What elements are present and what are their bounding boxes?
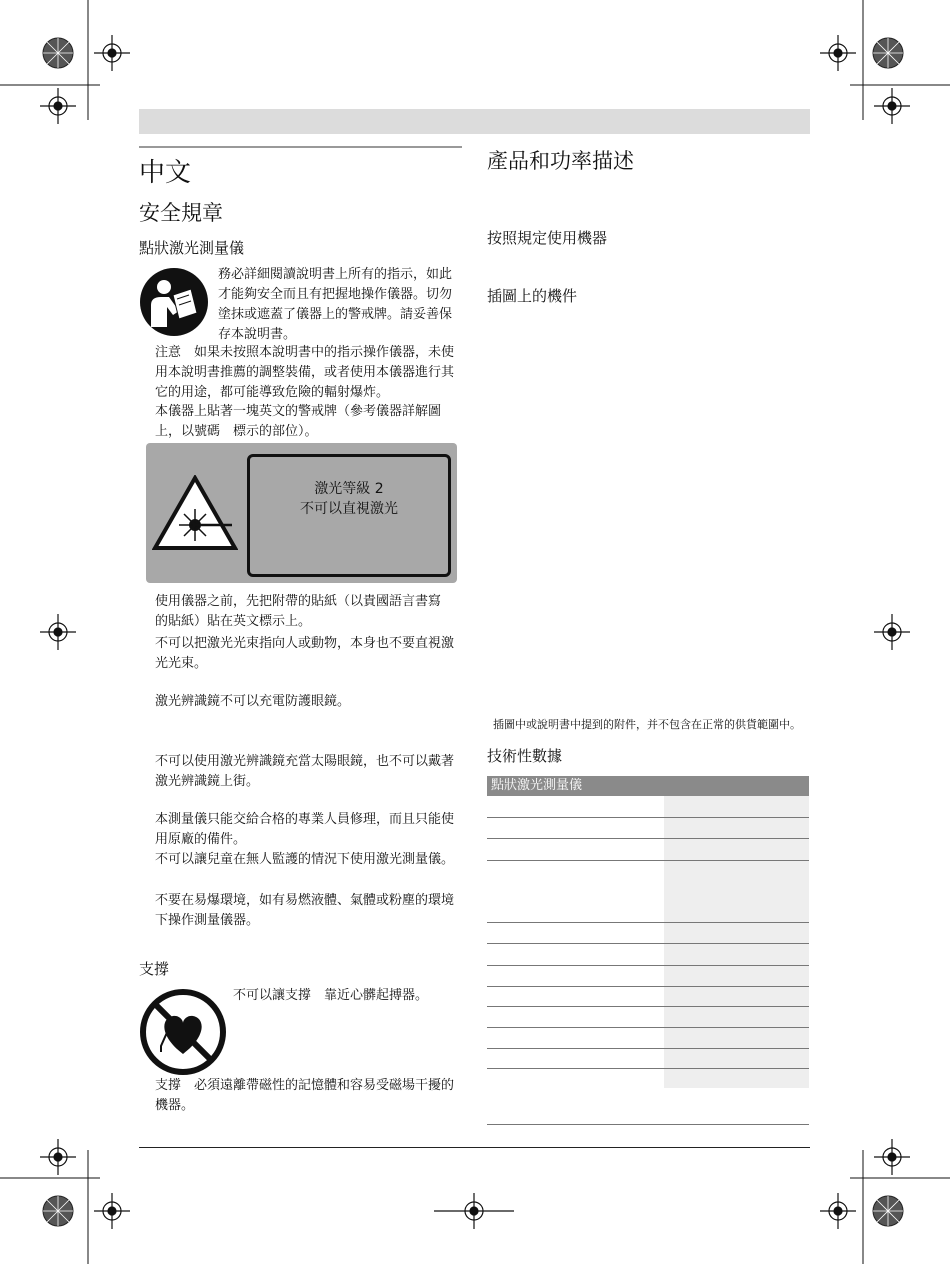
table-row (487, 965, 809, 966)
table-row (487, 1068, 809, 1069)
paragraph-2: 不可以把激光光束指向人或動物，本身也不要直視激 光光束。 (155, 636, 455, 671)
intended-use-title: 按照規定使用機器 (487, 229, 608, 247)
column-divider (139, 146, 462, 148)
support-title: 支撐 (139, 960, 170, 978)
accessories-note: 插圖中或說明書中提到的附件，并不包含在正常的供貨範圍中。 (493, 718, 801, 731)
table-row (487, 1006, 809, 1007)
warning-label-line1: 激光等級 2 (314, 481, 384, 497)
table-header: 點狀激光測量儀 (487, 776, 809, 796)
tech-data-title: 技術性數據 (487, 747, 563, 765)
device-title: 點狀激光測量儀 (139, 239, 245, 257)
paragraph-1: 使用儀器之前，先把附帶的貼紙（以貴國語言書寫 的貼紙）貼在英文標示上。 (155, 594, 442, 629)
read-manual-text: 務必詳細閱讀說明書上所有的指示，如此 才能夠安全而且有把握地操作儀器。切勿 塗抹或遮蓋了儀器上的警戒牌。請妥善保 存本說明書。 (218, 267, 453, 342)
warning-label-line2: 不可以直視激光 (300, 501, 398, 517)
laser-warning-icon (152, 475, 238, 551)
paragraph-7: 不要在易爆環境，如有易燃液體、氣體或粉塵的環境 下操作測量儀器。 (155, 893, 455, 928)
table-row (487, 1027, 809, 1028)
warning-label-panel (247, 454, 451, 577)
table-row (487, 838, 809, 839)
paragraph-4: 不可以使用激光辨識鏡充當太陽眼鏡，也不可以戴著 激光辨識鏡上街。 (155, 754, 455, 789)
read-manual-icon (139, 267, 209, 337)
components-title: 插圖上的機件 (487, 287, 578, 305)
table-value-column (664, 796, 809, 1088)
language-title: 中文 (139, 158, 192, 188)
table-row (487, 817, 809, 818)
caution-text: 注意 如果未按照本說明書中的指示操作儀器，未使 用本說明書推薦的調整裝備，或者使用本儀器進行其 它的用途，都可能導致危險的輻射爆炸。 (155, 345, 455, 400)
label-note: 本儀器上貼著一塊英文的警戒牌（參考儀器詳解圖 上，以號碼 標示的部位）。 (155, 404, 442, 439)
safety-title: 安全規章 (139, 201, 223, 225)
paragraph-5: 本測量儀只能交給合格的專業人員修理，而且只能使 用原廠的備件。 (155, 812, 455, 847)
paragraph-6: 不可以讓兒童在無人監護的情況下使用激光測量儀。 (155, 852, 455, 867)
header-bar (139, 109, 810, 134)
table-row (487, 943, 809, 944)
footer-rule (139, 1147, 810, 1148)
table-row (487, 1048, 809, 1049)
support-text-2: 支撐 必須遠離帶磁性的記憶體和容易受磁場干擾的 機器。 (155, 1078, 455, 1113)
table-row (487, 922, 809, 923)
table-row (487, 1124, 809, 1125)
paragraph-3: 激光辨識鏡不可以充電防護眼鏡。 (155, 694, 351, 709)
table-row (487, 860, 809, 861)
support-text-1: 不可以讓支撐 靠近心髒起搏器。 (233, 988, 429, 1003)
product-title: 產品和功率描述 (487, 149, 634, 173)
no-pacemaker-icon (139, 988, 227, 1076)
table-row (487, 986, 809, 987)
